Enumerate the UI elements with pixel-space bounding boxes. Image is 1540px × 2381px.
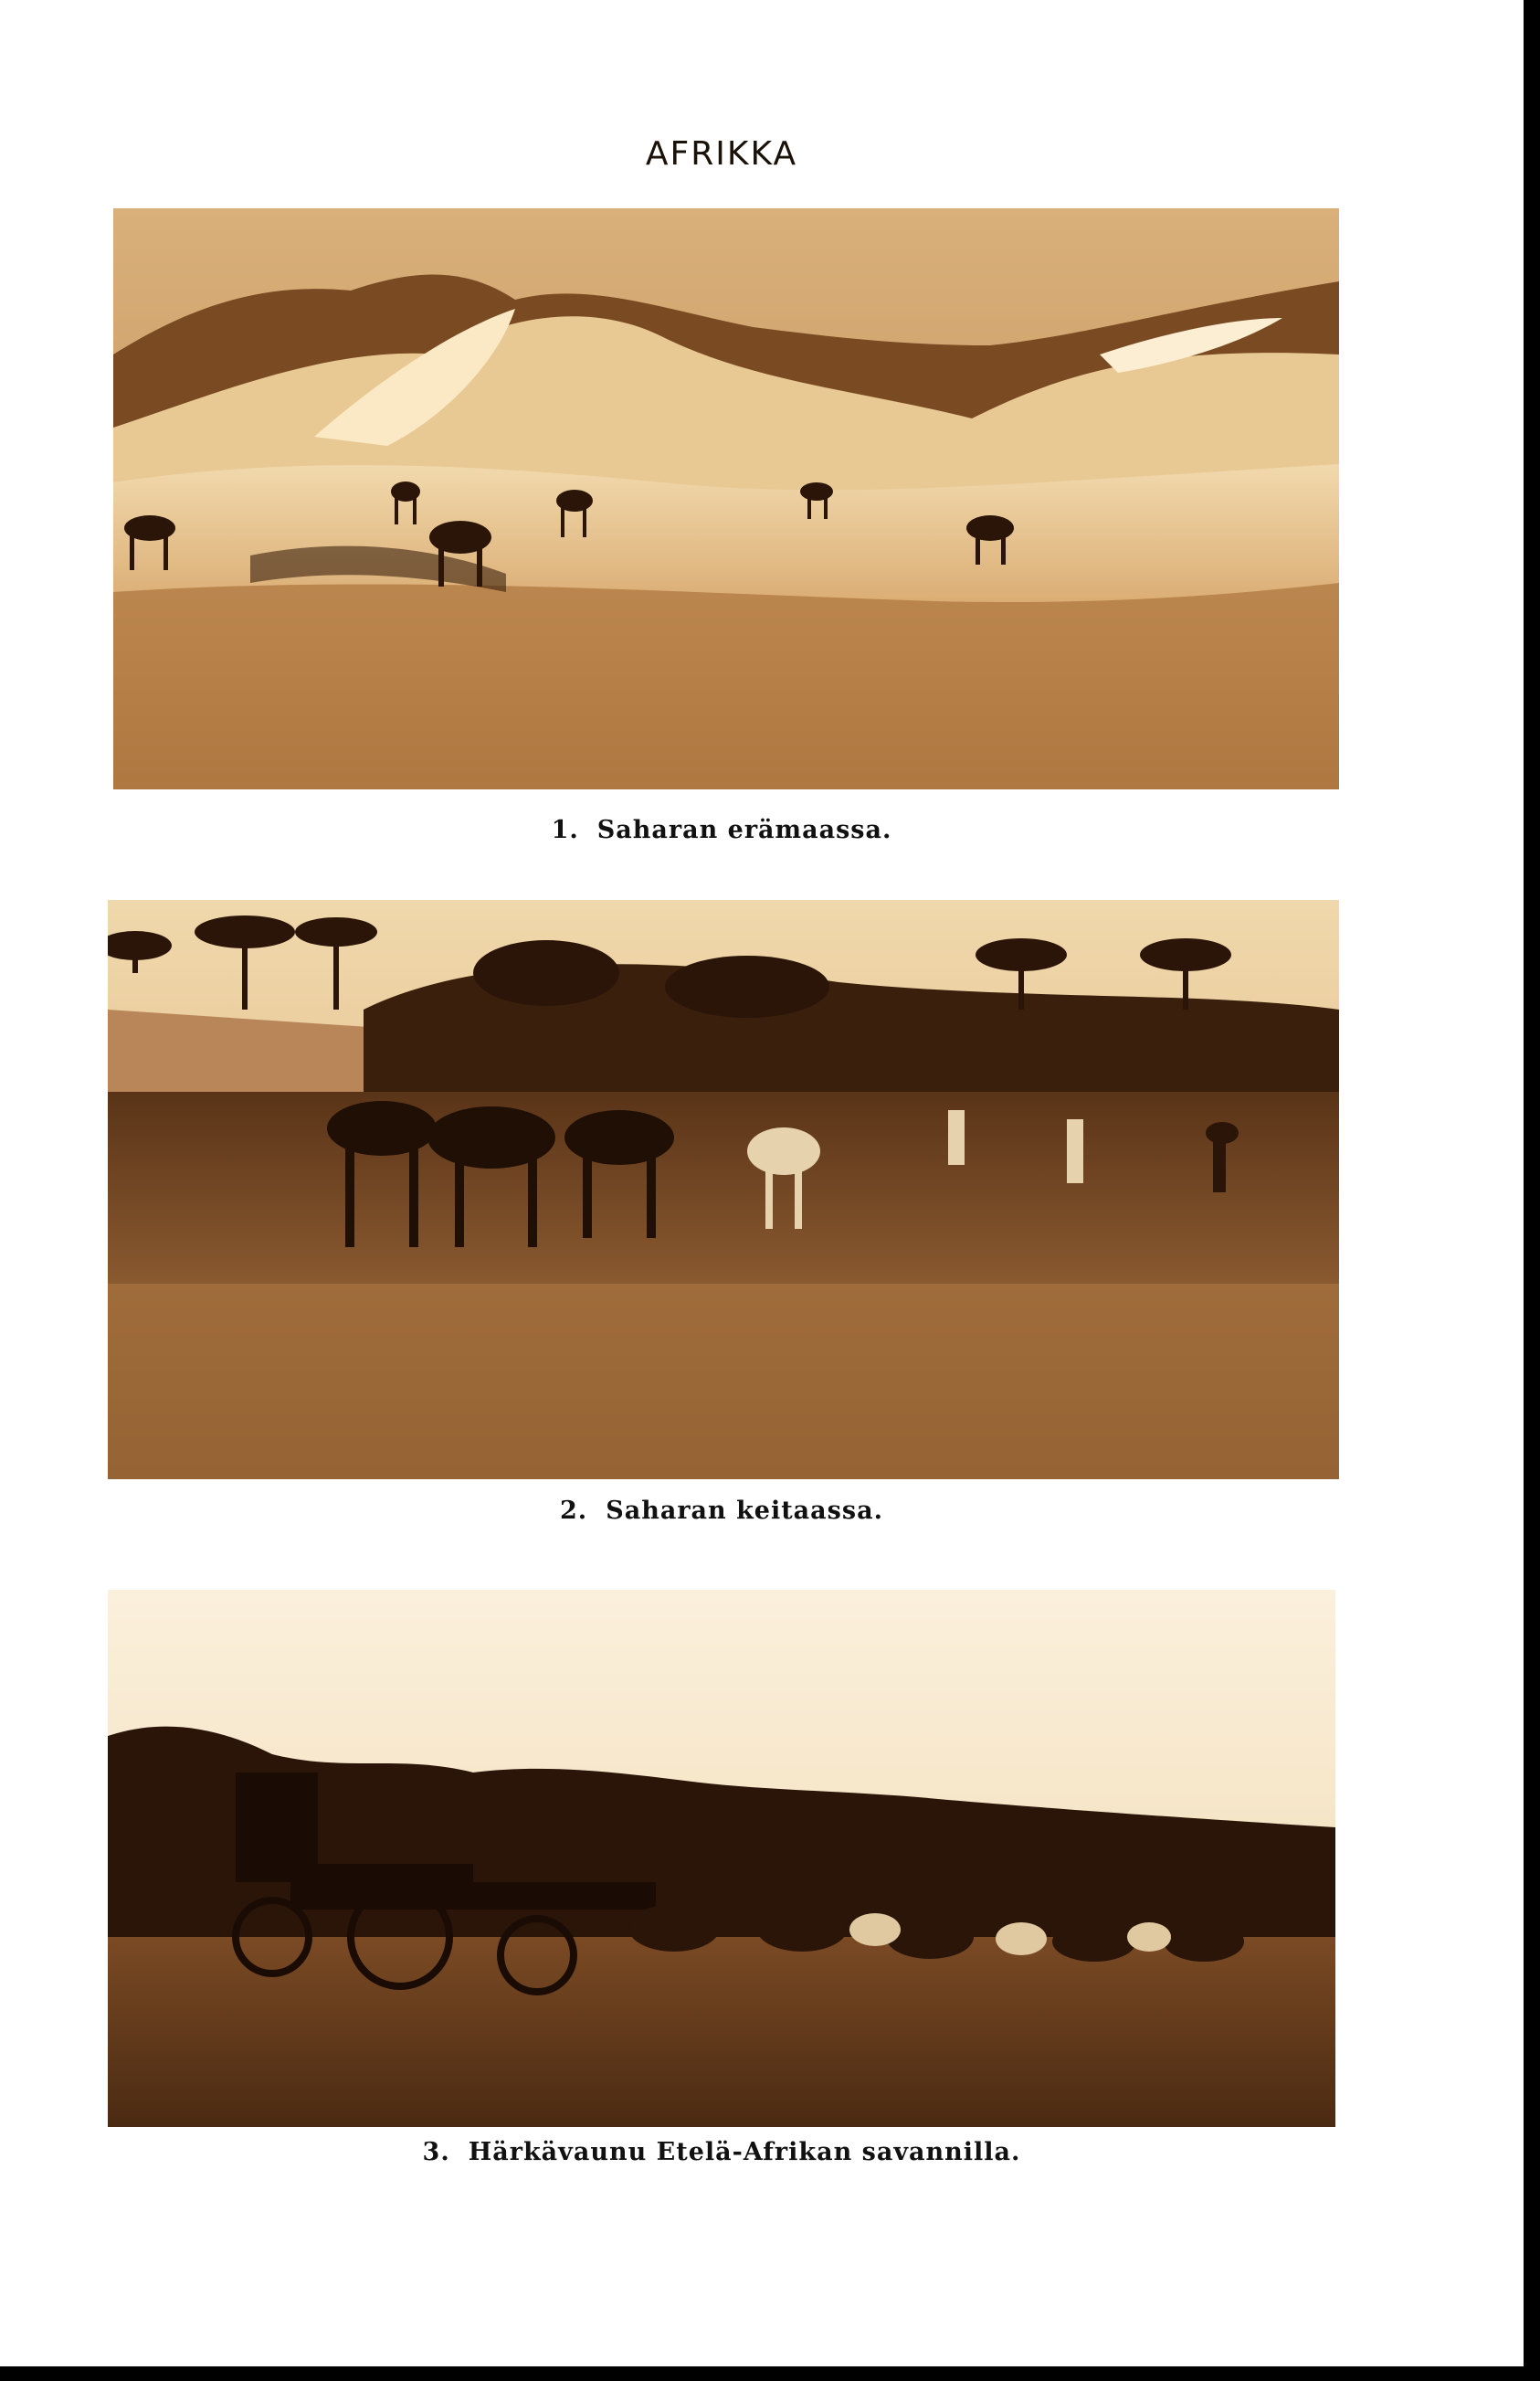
caption-1: [0, 816, 1443, 844]
caption-text: Saharan keitaassa.: [606, 1497, 883, 1525]
page-title: AFRIKKA: [645, 135, 798, 173]
caption-text: Saharan erämaassa.: [596, 816, 892, 844]
photo-sahara-desert: [113, 208, 1339, 789]
caption-2: [0, 1497, 1443, 1525]
scan-edge-right: [1524, 0, 1540, 2381]
scan-edge-bottom: [0, 2366, 1540, 2381]
photo-ox-wagon-savanna: [108, 1590, 1335, 2127]
caption-number: 2.: [560, 1497, 588, 1525]
caption-text: Härkävaunu Etelä-Afrikan savannilla.: [468, 2138, 1021, 2166]
caption-number: 1.: [551, 816, 579, 844]
photo-sahara-oasis: [108, 900, 1339, 1479]
caption-number: 3.: [422, 2138, 450, 2166]
caption-3: [0, 2138, 1443, 2166]
